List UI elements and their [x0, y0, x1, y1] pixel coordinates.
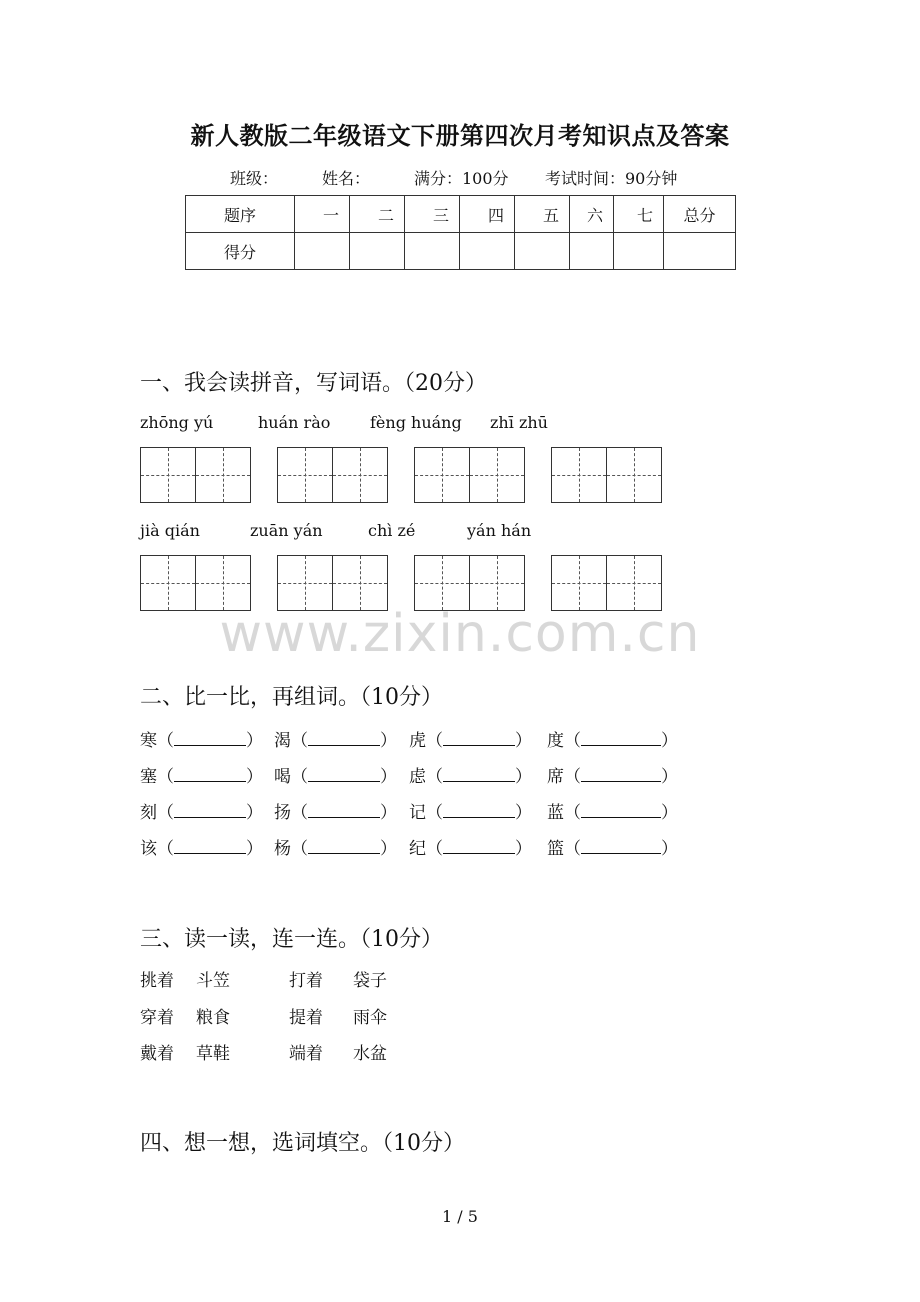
writing-cell[interactable] [414, 555, 470, 611]
writing-cell[interactable] [551, 447, 607, 503]
hanzi-char: 席 [547, 767, 564, 787]
pinyin: yán hán [467, 521, 532, 540]
word-pair [274, 762, 397, 787]
close-paren: ） [246, 839, 263, 859]
answer-blank[interactable] [581, 803, 661, 818]
noun-item: 袋子 [353, 971, 387, 991]
verb-item: 戴着 [140, 1044, 174, 1064]
answer-blank[interactable] [581, 731, 661, 746]
word-pair [547, 726, 678, 751]
hanzi-char: 虎 [409, 731, 426, 751]
word-pair [409, 834, 532, 859]
writing-cell[interactable] [469, 447, 525, 503]
writing-grid[interactable] [414, 555, 525, 611]
open-paren: （ [157, 731, 174, 751]
open-paren: （ [291, 839, 308, 859]
verb-item: 打着 [289, 971, 323, 991]
answer-blank[interactable] [443, 767, 515, 782]
verb-item: 穿着 [140, 1008, 174, 1028]
verb-item: 挑着 [140, 971, 174, 991]
score-table-header-row [186, 196, 736, 233]
close-paren: ） [380, 803, 397, 823]
close-paren: ） [661, 767, 678, 787]
writing-cell[interactable] [332, 555, 388, 611]
writing-cell[interactable] [332, 447, 388, 503]
score-input[interactable] [460, 233, 515, 270]
writing-grid[interactable] [414, 447, 525, 503]
hanzi-char: 记 [409, 803, 426, 823]
writing-grid[interactable] [277, 447, 388, 503]
score-input[interactable] [664, 233, 736, 270]
writing-cell[interactable] [469, 555, 525, 611]
close-paren: ） [661, 803, 678, 823]
close-paren: ） [380, 839, 397, 859]
name-label: 姓名： [322, 169, 371, 188]
close-paren: ） [661, 839, 678, 859]
hanzi-char: 虑 [409, 767, 426, 787]
close-paren: ） [246, 731, 263, 751]
writing-grid[interactable] [140, 447, 251, 503]
noun-item: 水盆 [353, 1044, 387, 1064]
open-paren: （ [291, 731, 308, 751]
word-pair [547, 762, 678, 787]
hanzi-char: 寒 [140, 731, 157, 751]
word-pair [409, 798, 532, 823]
hanzi-char: 杨 [274, 839, 291, 859]
open-paren: （ [564, 839, 581, 859]
open-paren: （ [564, 731, 581, 751]
section4-heading: 四、想一想，选词填空。（10分） [140, 1131, 465, 1156]
pinyin: zhōng yú [140, 413, 214, 432]
score-cell-q1: 一 [295, 196, 350, 233]
answer-blank[interactable] [308, 803, 380, 818]
open-paren: （ [564, 803, 581, 823]
open-paren: （ [426, 803, 443, 823]
score-cell-q6: 六 [570, 196, 614, 233]
answer-blank[interactable] [308, 839, 380, 854]
open-paren: （ [426, 839, 443, 859]
close-paren: ） [515, 767, 532, 787]
word-pair [140, 798, 263, 823]
open-paren: （ [291, 803, 308, 823]
noun-item: 斗笠 [196, 971, 230, 991]
word-pair [140, 726, 263, 751]
open-paren: （ [157, 767, 174, 787]
score-input[interactable] [614, 233, 664, 270]
word-pair [274, 834, 397, 859]
pinyin: huán rào [258, 413, 331, 432]
score-cell-q7: 七 [614, 196, 664, 233]
hanzi-char: 喝 [274, 767, 291, 787]
pinyin: zhī zhū [490, 413, 548, 432]
answer-blank[interactable] [443, 731, 515, 746]
answer-blank[interactable] [174, 731, 246, 746]
close-paren: ） [515, 731, 532, 751]
answer-blank[interactable] [308, 731, 380, 746]
score-input[interactable] [295, 233, 350, 270]
pinyin: zuān yán [250, 521, 323, 540]
hanzi-char: 度 [547, 731, 564, 751]
close-paren: ） [380, 731, 397, 751]
word-pair [547, 798, 678, 823]
word-pair [140, 762, 263, 787]
verb-item: 端着 [289, 1044, 323, 1064]
hanzi-char: 该 [140, 839, 157, 859]
close-paren: ） [661, 731, 678, 751]
close-paren: ） [515, 803, 532, 823]
answer-blank[interactable] [174, 839, 246, 854]
word-pair [274, 798, 397, 823]
word-pair [409, 726, 532, 751]
close-paren: ） [380, 767, 397, 787]
class-label: 班级： [230, 169, 279, 188]
score-table-score-row [186, 233, 736, 270]
writing-cell[interactable] [195, 447, 251, 503]
writing-cell[interactable] [606, 447, 662, 503]
open-paren: （ [291, 767, 308, 787]
writing-grid[interactable] [551, 555, 662, 611]
hanzi-char: 刻 [140, 803, 157, 823]
answer-blank[interactable] [174, 767, 246, 782]
pinyin: fèng huáng [370, 413, 462, 432]
answer-blank[interactable] [174, 803, 246, 818]
answer-blank[interactable] [308, 767, 380, 782]
writing-cell[interactable] [414, 447, 470, 503]
writing-cell[interactable] [140, 447, 196, 503]
writing-cell[interactable] [195, 555, 251, 611]
hanzi-char: 蓝 [547, 803, 564, 823]
score-input[interactable] [515, 233, 570, 270]
word-pair [274, 726, 397, 751]
hanzi-char: 篮 [547, 839, 564, 859]
answer-blank[interactable] [443, 839, 515, 854]
open-paren: （ [426, 767, 443, 787]
answer-blank[interactable] [581, 767, 661, 782]
score-cell-q4: 四 [460, 196, 515, 233]
word-pair [140, 834, 263, 859]
noun-item: 粮食 [196, 1008, 230, 1028]
score-table [185, 195, 736, 270]
writing-cell[interactable] [277, 555, 333, 611]
section2-heading: 二、比一比，再组词。（10分） [140, 685, 443, 710]
writing-grid[interactable] [277, 555, 388, 611]
section1-heading: 一、我会读拼音，写词语。（20分） [140, 371, 487, 396]
open-paren: （ [157, 839, 174, 859]
pinyin: chì zé [368, 521, 416, 540]
watermark: www.zixin.com.cn [219, 604, 701, 664]
word-pair [547, 834, 678, 859]
writing-cell[interactable] [140, 555, 196, 611]
close-paren: ） [515, 839, 532, 859]
word-pair [409, 762, 532, 787]
noun-item: 雨伞 [353, 1008, 387, 1028]
writing-grid[interactable] [551, 447, 662, 503]
writing-cell[interactable] [277, 447, 333, 503]
noun-item: 草鞋 [196, 1044, 230, 1064]
writing-cell[interactable] [606, 555, 662, 611]
close-paren: ） [246, 767, 263, 787]
answer-blank[interactable] [581, 839, 661, 854]
open-paren: （ [426, 731, 443, 751]
full-score: 满分：100分 [414, 169, 509, 188]
score-input[interactable] [405, 233, 460, 270]
hanzi-char: 纪 [409, 839, 426, 859]
pinyin: jià qián [140, 521, 200, 540]
hanzi-char: 渴 [274, 731, 291, 751]
score-row-label: 得分 [186, 233, 295, 270]
page-title: 新人教版二年级语文下册第四次月考知识点及答案 [190, 121, 730, 150]
score-cell-label: 题序 [186, 196, 295, 233]
open-paren: （ [564, 767, 581, 787]
hanzi-char: 塞 [140, 767, 157, 787]
writing-cell[interactable] [551, 555, 607, 611]
score-cell-total: 总分 [664, 196, 736, 233]
score-input[interactable] [350, 233, 405, 270]
score-cell-q5: 五 [515, 196, 570, 233]
score-cell-q2: 二 [350, 196, 405, 233]
answer-blank[interactable] [443, 803, 515, 818]
open-paren: （ [157, 803, 174, 823]
writing-grid[interactable] [140, 555, 251, 611]
hanzi-char: 扬 [274, 803, 291, 823]
score-input[interactable] [570, 233, 614, 270]
close-paren: ） [246, 803, 263, 823]
page-number: 1 / 5 [442, 1207, 478, 1226]
verb-item: 提着 [289, 1008, 323, 1028]
section3-heading: 三、读一读，连一连。（10分） [140, 927, 443, 952]
exam-time: 考试时间：90分钟 [545, 169, 678, 188]
score-cell-q3: 三 [405, 196, 460, 233]
